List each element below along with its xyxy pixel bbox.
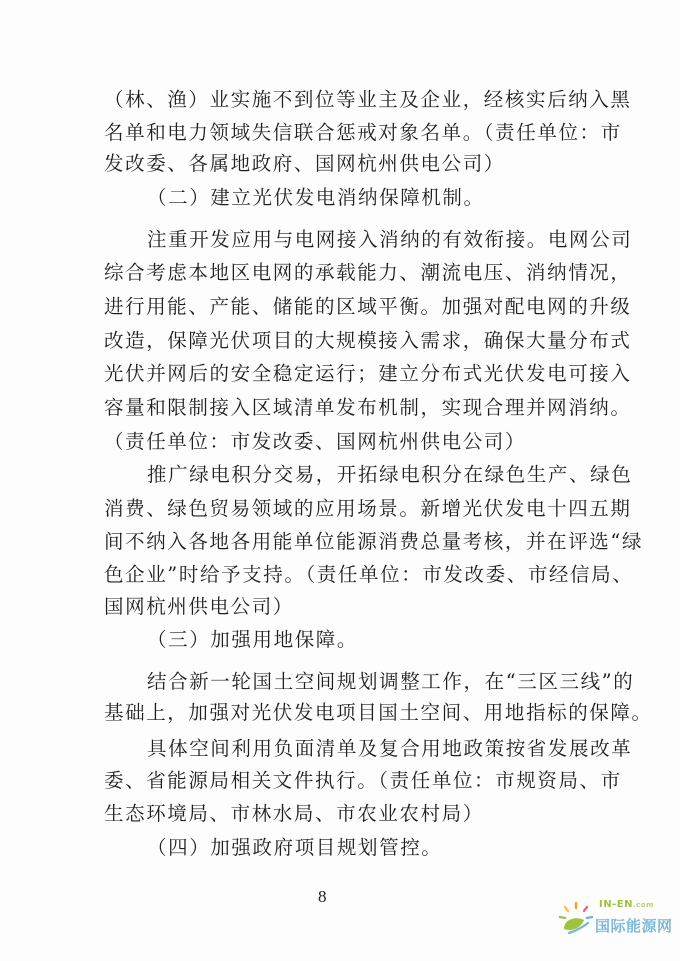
section-heading: （二）建立光伏发电消纳保障机制。: [147, 186, 485, 209]
section-heading: （三）加强用地保障。: [147, 628, 359, 651]
text-line: 推广绿电积分交易，开拓绿电积分在绿色生产、绿色: [147, 463, 633, 486]
text-line: 发改委、各属地政府、国网杭州供电公司）: [104, 152, 505, 175]
text-line: 具体空间利用负面清单及复合用地政策按省发展改革: [147, 737, 633, 760]
text-line: 消费、绿色贸易领域的应用场景。新增光伏发电十四五期: [104, 497, 632, 520]
text-line: 委、省能源局相关文件执行。（责任单位：市规资局、市: [104, 769, 622, 792]
text-line: 生态环境局、市林水局、市农业农村局）: [104, 802, 484, 825]
watermark-brand-name: 国际能源网: [595, 917, 673, 935]
watermark-logo: [555, 893, 673, 945]
text-line: 综合考虑本地区电网的承载能力、潮流电压、消纳情况，: [104, 261, 632, 284]
text-line: （责任单位：市发改委、国网杭州供电公司）: [104, 430, 527, 453]
text-line: 改造，保障光伏项目的大规模接入需求，确保大量分布式: [104, 329, 632, 352]
text-line: （林、渔）业实施不到位等业主及企业，经核实后纳入黑: [104, 88, 632, 111]
text-line: 注重开发应用与电网接入消纳的有效衔接。电网公司: [147, 228, 633, 251]
text-line: 基础上，加强对光伏发电项目国土空间、用地指标的保障。: [104, 701, 653, 724]
text-line: 光伏并网后的安全稳定运行；建立分布式光伏发电可接入: [104, 362, 632, 385]
text-line: 名单和电力领域失信联合惩戒对象名单。（责任单位：市: [104, 121, 622, 144]
text-line: 国网杭州供电公司）: [104, 595, 294, 618]
text-line: 结合新一轮国土空间规划调整工作，在“三区三线”的: [147, 670, 635, 693]
page-number: 8: [318, 887, 327, 906]
text-line: 色企业”时给予支持。（责任单位：市发改委、市经信局、: [104, 563, 634, 586]
text-line: 进行用能、产能、储能的区域平衡。加强对配电网的升级: [104, 295, 632, 318]
text-line: 间不纳入各地各用能单位能源消费总量考核，并在评选“绿: [104, 530, 644, 553]
watermark-brand-top: IN-EN.com: [599, 899, 654, 910]
section-heading: （四）加强政府项目规划管控。: [147, 836, 443, 859]
sun-leaf-logo-icon: [557, 899, 595, 939]
text-line: 容量和限制接入区域清单发布机制，实现合理并网消纳。: [104, 396, 632, 419]
